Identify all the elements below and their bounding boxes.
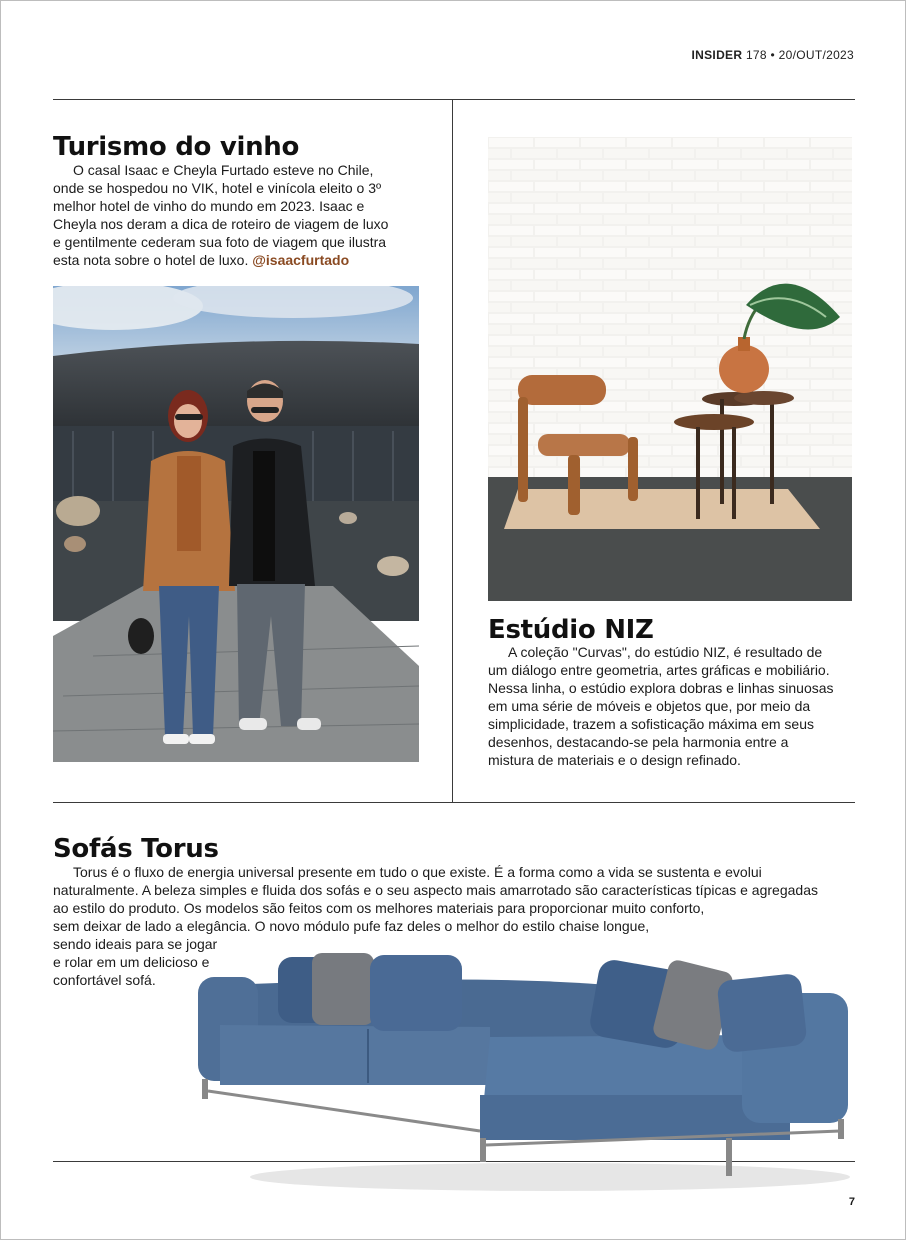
niz-line-2: um diálogo entre geometria, artes gráficas e mobiliário. — [488, 662, 830, 678]
niz-line-1: A coleção "Curvas", do estúdio NIZ, é resultado de — [508, 644, 823, 660]
issue-info: 178 • 20/OUT/2023 — [745, 48, 854, 62]
niz-line-7: mistura de materiais e o design refinado. — [488, 752, 741, 768]
couple-travel-photo — [53, 286, 419, 762]
torus-line-2: naturalmente. A beleza simples e fluida dos sofás e o seu aspecto mais amarrotado são características típicas e agregadas — [53, 882, 818, 898]
page-number: 7 — [848, 1196, 855, 1208]
torus-line-6: e rolar em um delicioso e — [53, 954, 210, 970]
turismo-article — [53, 161, 418, 269]
torus-sofa-image — [190, 945, 860, 1195]
turismo-line-2: onde se hospedou no VIK, hotel e vinícola eleito o 3º — [53, 180, 382, 196]
turismo-line-1: O casal Isaac e Cheyla Furtado esteve no Chile, — [73, 162, 374, 178]
niz-article — [488, 643, 858, 769]
turismo-title: Turismo do vinho — [53, 132, 300, 162]
turismo-line-4: Cheyla nos deram a dica de roteiro de viagem de luxo — [53, 216, 389, 232]
magazine-brand: INSIDER — [691, 48, 743, 62]
turismo-line-6: esta nota sobre o hotel de luxo. — [53, 252, 253, 268]
torus-line-4: sem deixar de lado a elegância. O novo módulo pufe faz deles o melhor do estilo chaise longue, — [53, 918, 650, 934]
torus-line-5: sendo ideais para se jogar — [53, 936, 218, 952]
torus-line-3: ao estilo do produto. Os modelos são feitos com os melhores materiais para proporcionar muito conforto, — [53, 900, 705, 916]
niz-line-4: em uma série de móveis e objetos que, por meio da — [488, 698, 811, 714]
torus-line-7: confortável sofá. — [53, 972, 156, 988]
page-header — [692, 48, 854, 62]
torus-line-1: Torus é o fluxo de energia universal presente em tudo o que existe. É a forma como a vida se sustenta e evolui — [73, 864, 762, 880]
torus-title: Sofás Torus — [53, 834, 219, 864]
top-rule — [53, 99, 855, 100]
niz-title: Estúdio NIZ — [488, 615, 654, 645]
niz-line-3: Nessa linha, o estúdio explora dobras e linhas sinuosas — [488, 680, 834, 696]
column-divider — [452, 100, 453, 802]
middle-rule — [53, 802, 855, 803]
turismo-line-5: e gentilmente cederam sua foto de viagem que ilustra — [53, 234, 387, 250]
turismo-line-3: melhor hotel de vinho do mundo em 2023. Isaac e — [53, 198, 365, 214]
niz-line-5: simplicidade, trazem a sofisticação máxima em seus — [488, 716, 815, 732]
niz-line-6: desenhos, destacando-se pela harmonia entre a — [488, 734, 789, 750]
niz-furniture-photo — [488, 137, 852, 601]
instagram-handle-link[interactable]: @isaacfurtado — [252, 252, 350, 268]
